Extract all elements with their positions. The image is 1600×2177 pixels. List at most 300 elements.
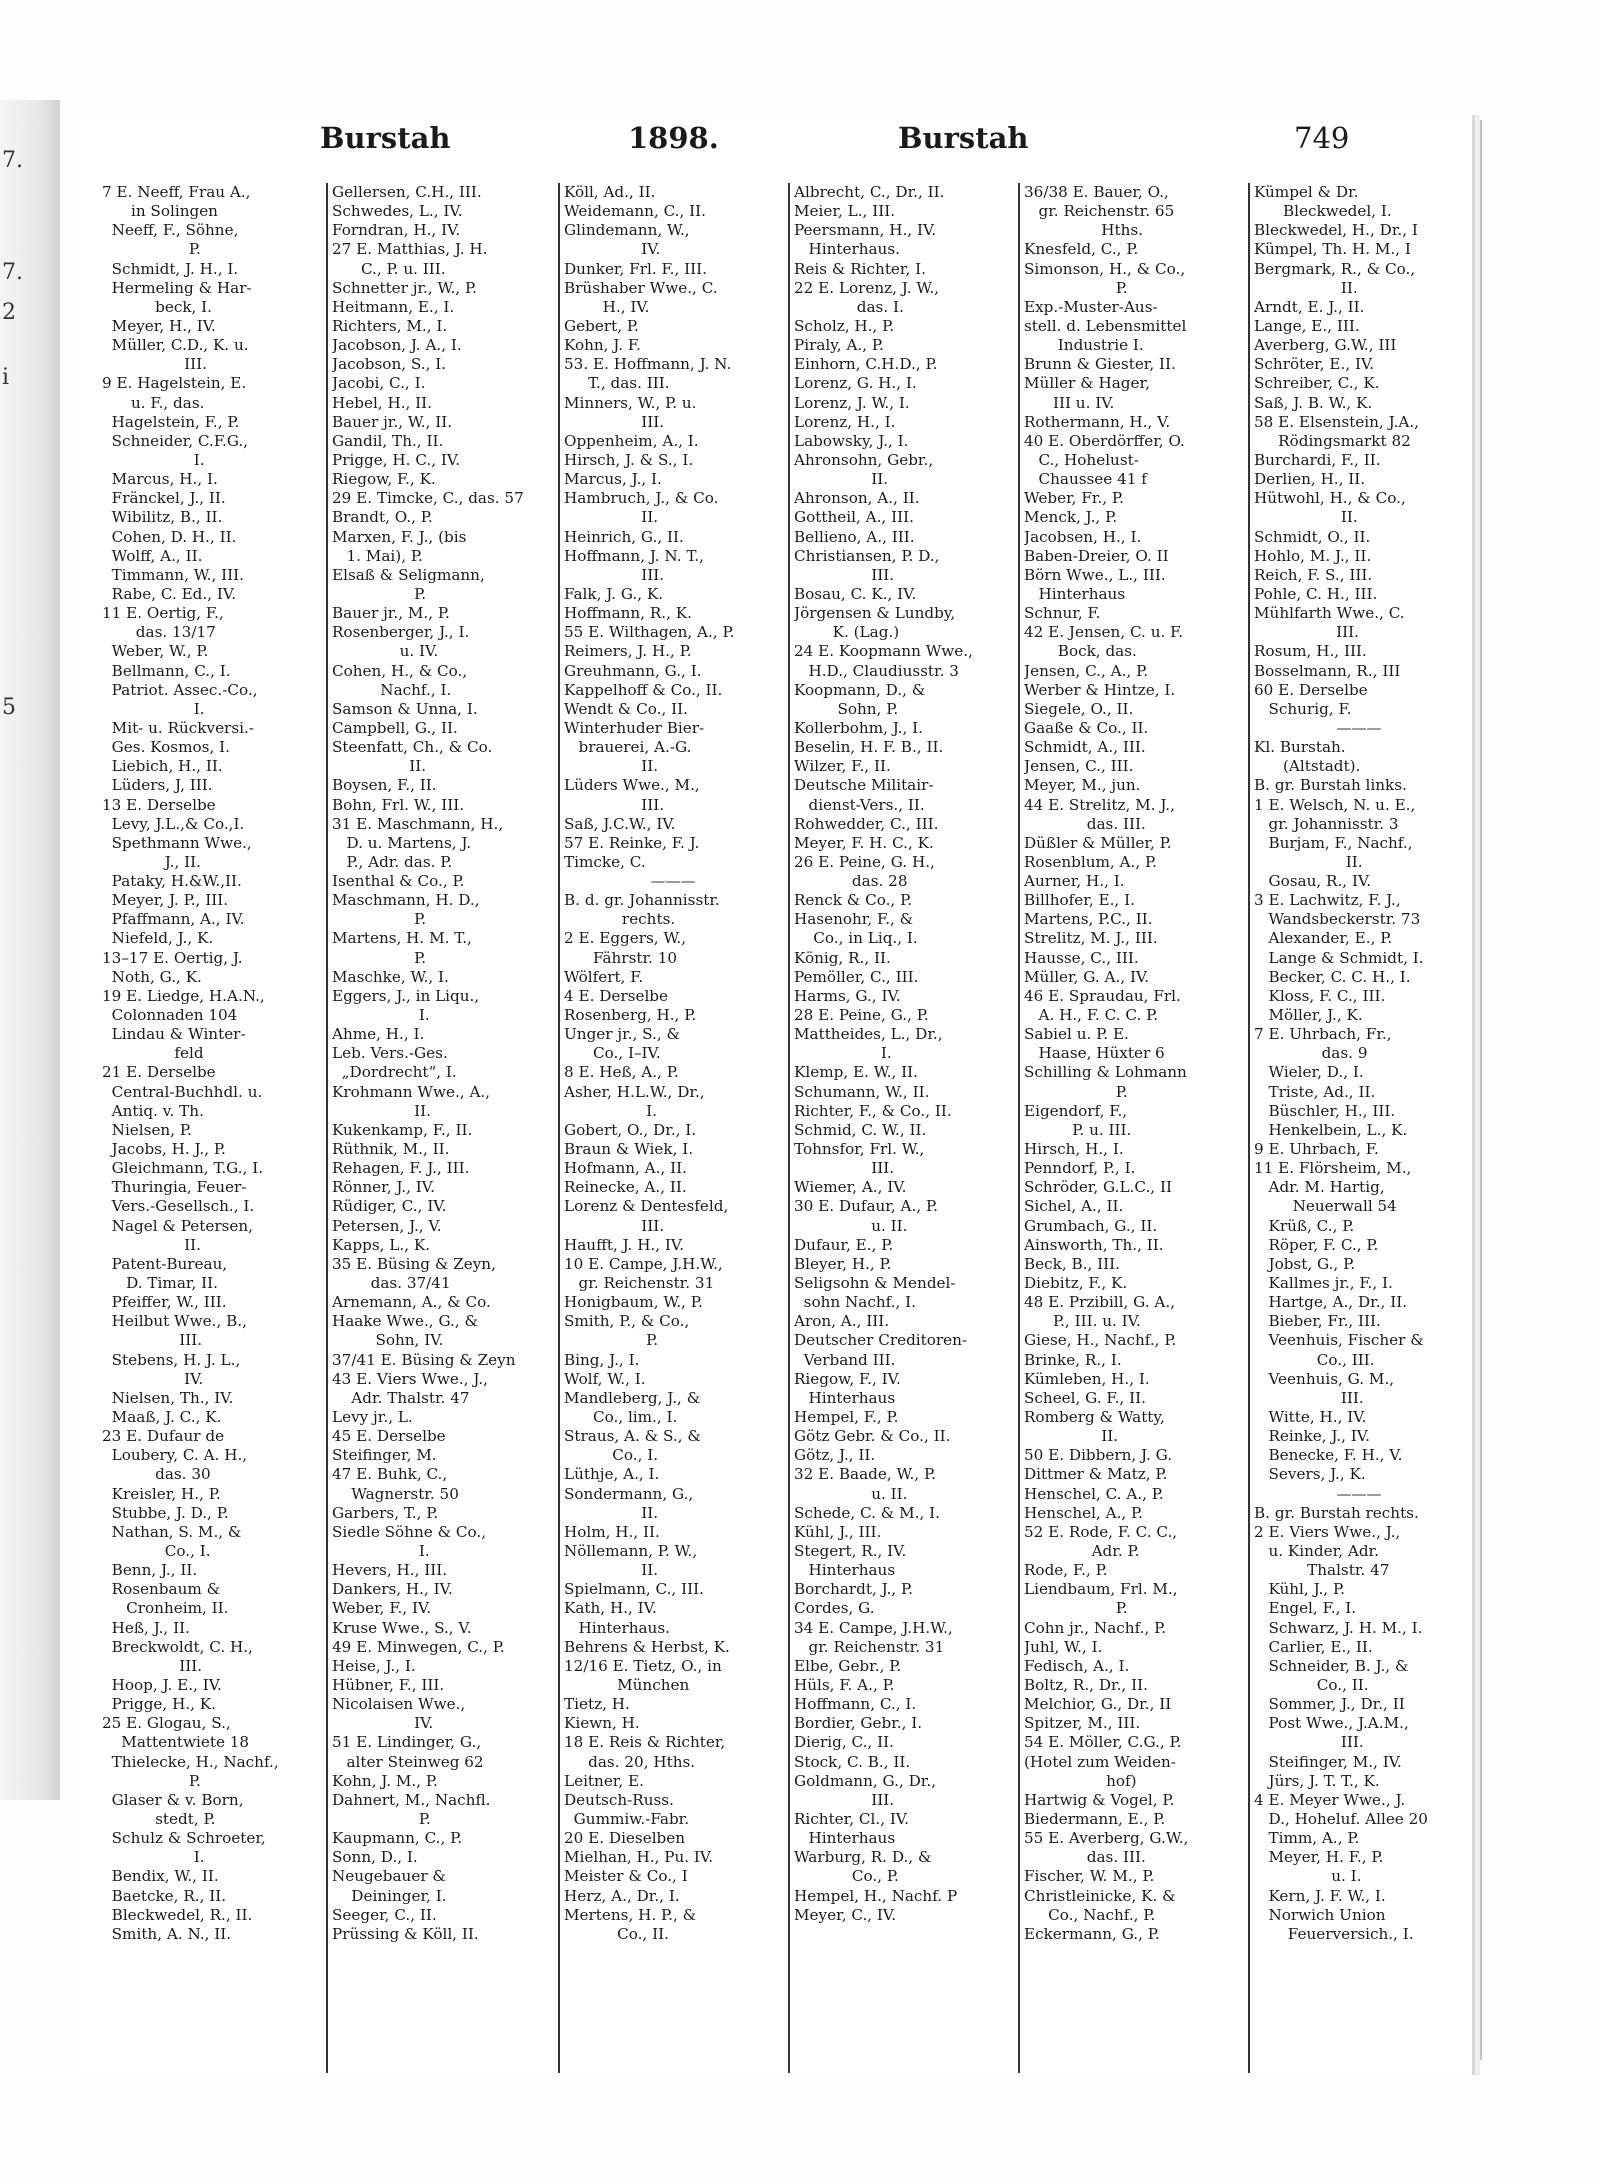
directory-entry-line: 12/16 E. Tietz, O., in <box>564 1656 722 1675</box>
directory-entry-line: 19 E. Liedge, H.A.N., <box>102 986 265 1005</box>
directory-entry-line: Tietz, H. <box>564 1695 630 1714</box>
directory-entry-line: 50 E. Dibbern, J. G. <box>1024 1446 1173 1465</box>
directory-entry-line: Elbe, Gebr., P. <box>794 1656 902 1675</box>
column-4 <box>794 183 1012 2083</box>
directory-entry-line: Oppenheim, A., I. <box>564 431 699 450</box>
directory-entry-line: Winterhuder Bier- <box>564 718 705 737</box>
directory-entry-line: Patriot. Assec.-Co., <box>102 680 258 699</box>
directory-entry-line: 24 E. Koopmann Wwe., <box>794 642 973 661</box>
directory-entry-line: Kohn, J. F. <box>564 336 641 355</box>
directory-entry-line: P. <box>1024 278 1128 297</box>
directory-entry-line: Gosau, R., IV. <box>1254 872 1372 891</box>
directory-entry-line: Diebitz, F., K. <box>1024 1274 1128 1293</box>
directory-entry-line: 49 E. Minwegen, C., P. <box>332 1637 505 1656</box>
directory-entry-line: Arndt, E. J., II. <box>1254 297 1365 316</box>
directory-entry-line: Neuerwall 54 <box>1254 1197 1397 1216</box>
directory-entry-line: III. <box>1254 623 1359 642</box>
directory-entry-line: 30 E. Dufaur, A., P. <box>794 1197 938 1216</box>
directory-entry-line: Ahronsohn, Gebr., <box>794 450 934 469</box>
directory-entry-line: Exp.-Muster-Aus- <box>1024 297 1158 316</box>
directory-entry-line: Biedermann, E., P. <box>1024 1809 1166 1828</box>
directory-entry-line: P. <box>332 910 427 929</box>
directory-entry-line: Dittmer & Matz, P. <box>1024 1465 1168 1484</box>
directory-entry-line: Smith, P., & Co., <box>564 1312 690 1331</box>
directory-entry-line: Meyer, H., IV. <box>102 316 216 335</box>
directory-entry-line: Bauer jr., M., P. <box>332 604 450 623</box>
directory-entry-line: Kollerbohm, J., I. <box>794 718 923 737</box>
directory-entry-line: Melchior, G., Dr., II <box>1024 1695 1172 1714</box>
directory-entry-line: Goldmann, G., Dr., <box>794 1771 937 1790</box>
directory-entry-line: beck, I. <box>102 297 213 316</box>
directory-entry-line: Cohn jr., Nachf., P. <box>1024 1618 1167 1637</box>
directory-entry-line: Hirsch, H., I. <box>1024 1140 1124 1159</box>
directory-entry-line: Bleyer, H., P. <box>794 1254 892 1273</box>
directory-entry-line: Hartwig & Vogel, P. <box>1024 1790 1175 1809</box>
directory-entry-line: Hermeling & Har- <box>102 278 252 297</box>
directory-entry-line: Burchardi, F., II. <box>1254 450 1381 469</box>
directory-entry-line: Heß, J., II. <box>102 1618 190 1637</box>
directory-entry-line: das. 20, Hths. <box>564 1752 696 1771</box>
directory-entry-line: Röper, F. C., P. <box>1254 1235 1379 1254</box>
directory-entry-line: III. <box>794 565 895 584</box>
directory-entry-line: Rönner, J., IV. <box>332 1178 435 1197</box>
directory-entry-line: Schreiber, C., K. <box>1254 374 1380 393</box>
directory-entry-line: Hoop, J. E., IV. <box>102 1675 222 1694</box>
directory-entry-line: Kapps, L., K. <box>332 1235 431 1254</box>
directory-entry-line: Sabiel u. P. E. <box>1024 1025 1129 1044</box>
directory-entry-line: Kühl, J., III. <box>794 1522 882 1541</box>
directory-entry-line: Meier, L., III. <box>794 202 896 221</box>
directory-entry-line: Bordier, Gebr., I. <box>794 1714 923 1733</box>
directory-entry-line: Hartge, A., Dr., II. <box>1254 1293 1408 1312</box>
directory-entry-line: IV. <box>564 240 661 259</box>
directory-entry-line: 45 E. Derselbe <box>332 1427 446 1446</box>
directory-entry-line: 10 E. Campe, J.H.W., <box>564 1254 723 1273</box>
directory-entry-line: Wagnerstr. 50 <box>332 1484 459 1503</box>
directory-entry-line: III. <box>564 1216 665 1235</box>
directory-entry-line: III. <box>102 355 207 374</box>
directory-entry-line: Hirsch, J. & S., I. <box>564 450 694 469</box>
directory-entry-line: Hinterhaus <box>794 1388 896 1407</box>
directory-entry-line: T., das. III. <box>564 374 670 393</box>
directory-entry-line: Liebich, H., II. <box>102 757 223 776</box>
directory-entry-line: Eigendorf, F., <box>1024 1101 1128 1120</box>
directory-entry-line: Mielhan, H., Pu. IV. <box>564 1848 714 1867</box>
directory-entry-line: 23 E. Dufaur de <box>102 1427 225 1446</box>
directory-entry-line: Hausse, C., III. <box>1024 948 1139 967</box>
directory-entry-line: B. gr. Burstah links. <box>1254 776 1407 795</box>
directory-entry-line: Boysen, F., II. <box>332 776 437 795</box>
directory-entry-line: II. <box>332 757 427 776</box>
column-divider <box>788 183 790 2073</box>
directory-entry-line: Krüß, C., P. <box>1254 1216 1355 1235</box>
directory-entry-line: Arnemann, A., & Co. <box>332 1293 491 1312</box>
directory-entry-line: 8 E. Heß, A., P. <box>564 1063 679 1082</box>
directory-entry-line: III. <box>102 1331 203 1350</box>
directory-entry-line: brauerei, A.-G. <box>564 738 692 757</box>
directory-entry-line: Baetcke, R., II. <box>102 1886 227 1905</box>
directory-entry-line: Leb. Vers.-Ges. <box>332 1044 448 1063</box>
directory-entry-line: Smith, A. N., II. <box>102 1924 232 1943</box>
directory-entry-line: Meyer, F. H. C., K. <box>794 833 934 852</box>
directory-entry-line: Spielmann, C., III. <box>564 1580 704 1599</box>
directory-entry-line: Noth, G., K. <box>102 967 202 986</box>
directory-entry-line: das. 9 <box>1254 1044 1368 1063</box>
directory-entry-line: B. gr. Burstah rechts. <box>1254 1503 1419 1522</box>
directory-entry-line: Götz, J., II. <box>794 1446 876 1465</box>
directory-entry-line: Lorenz, H., I. <box>794 412 896 431</box>
directory-entry-line: Mandleberg, J., & <box>564 1388 701 1407</box>
directory-entry-line: gr. Reichenstr. 31 <box>564 1274 715 1293</box>
directory-entry-line: Bendix, W., II. <box>102 1867 219 1886</box>
directory-entry-line: Elsaß & Seligmann, <box>332 565 485 584</box>
directory-entry-line: Veenhuis, G. M., <box>1254 1369 1395 1388</box>
directory-page <box>80 115 1472 2075</box>
directory-entry-line: Schnur, F. <box>1024 604 1101 623</box>
directory-entry-line: Weber, Fr., P. <box>1024 489 1124 508</box>
directory-entry-line: Hths. <box>1024 221 1143 240</box>
directory-entry-line: Lorenz, G. H., I. <box>794 374 917 393</box>
directory-entry-line: Nicolaisen Wwe., <box>332 1695 466 1714</box>
column-divider <box>558 183 560 2073</box>
directory-entry-line: P., III. u. IV. <box>1024 1312 1141 1331</box>
directory-entry-line: Müller, C.D., K. u. <box>102 336 249 355</box>
directory-entry-line: Schröter, E., IV. <box>1254 355 1375 374</box>
column-divider <box>1018 183 1020 2073</box>
directory-entry-line: Scholz, H., P. <box>794 316 895 335</box>
directory-entry-line: II. <box>102 1235 201 1254</box>
directory-entry-line: Gellersen, C.H., III. <box>332 183 482 201</box>
directory-entry-line: III. <box>102 1656 203 1675</box>
directory-entry-line: Nachf., I. <box>332 680 452 699</box>
directory-entry-line: Honigbaum, W., P. <box>564 1293 703 1312</box>
directory-entry-line: P. <box>1024 1082 1128 1101</box>
directory-entry-line: Hoffmann, J. N. T., <box>564 546 704 565</box>
prev-page-fragment: 7. <box>2 148 23 173</box>
directory-entry-line: I. <box>564 1101 657 1120</box>
directory-entry-line: Deininger, I. <box>332 1886 447 1905</box>
directory-entry-line: Jacobson, J. A., I. <box>332 336 462 355</box>
directory-entry-line: P. <box>332 584 427 603</box>
column-3 <box>564 183 782 2083</box>
directory-entry-line: Deutscher Creditoren- <box>794 1331 968 1350</box>
directory-entry-line: gr. Reichenstr. 65 <box>1024 202 1175 221</box>
directory-entry-line: Bellmann, C., I. <box>102 661 231 680</box>
directory-entry-line: III. <box>564 565 665 584</box>
directory-entry-line: Martens, H. M. T., <box>332 929 472 948</box>
directory-entry-line: Adr. Thalstr. 47 <box>332 1388 470 1407</box>
directory-entry-line: Co., lim., I. <box>564 1408 678 1426</box>
directory-entry-line: das. 13/17 <box>102 623 216 642</box>
directory-entry-line: Garbers, T., P. <box>332 1503 439 1522</box>
directory-entry-line: 2 E. Eggers, W., <box>564 929 687 948</box>
directory-entry-line: Bock, das. <box>1024 642 1137 661</box>
directory-entry-line: Möller, J., K. <box>1254 1006 1363 1025</box>
directory-entry-line: Post Wwe., J.A.M., <box>1254 1714 1409 1733</box>
directory-entry-line: Wolf, W., I. <box>564 1369 646 1388</box>
directory-entry-line: Co., P. <box>794 1867 899 1886</box>
directory-entry-line: Timm, A., P. <box>1254 1829 1360 1848</box>
directory-entry-line: Hambruch, J., & Co. <box>564 489 719 508</box>
column-divider <box>1248 183 1250 2073</box>
directory-entry-line: 57 E. Reinke, F. J. <box>564 833 700 852</box>
directory-entry-line: 4 E. Derselbe <box>564 986 669 1005</box>
directory-entry-line: Asher, H.L.W., Dr., <box>564 1082 705 1101</box>
directory-entry-line: Pohle, C. H., III. <box>1254 584 1378 603</box>
directory-entry-line: Weber, F., IV. <box>332 1599 432 1618</box>
directory-entry-line: Schmidt, A., III. <box>1024 738 1146 757</box>
directory-entry-line: Schmidt, O., II. <box>1254 527 1371 546</box>
directory-entry-line: 20 E. Dieselben <box>564 1829 686 1848</box>
directory-entry-line: u. IV. <box>332 642 439 661</box>
directory-entry-line: III. <box>1254 1733 1364 1752</box>
directory-entry-line: (Altstadt). <box>1254 757 1361 776</box>
directory-entry-line: I. <box>332 1541 430 1560</box>
directory-entry-line: Benecke, F. H., V. <box>1254 1446 1403 1465</box>
directory-entry-line: Stegert, R., IV. <box>794 1541 907 1560</box>
directory-entry-line: Gobert, O., Dr., I. <box>564 1120 697 1139</box>
directory-entry-line: Deutsche Militair- <box>794 776 934 795</box>
directory-entry-line: Nielsen, Th., IV. <box>102 1388 234 1407</box>
directory-entry-line: Juhl, W., I. <box>1024 1637 1103 1656</box>
directory-entry-line: Loubery, C. A. H., <box>102 1446 248 1465</box>
directory-entry-line: Spethmann Wwe., <box>102 833 252 852</box>
directory-entry-line: Petersen, J., V. <box>332 1216 442 1235</box>
directory-entry-line: Hebel, H., II. <box>332 393 433 412</box>
directory-entry-line: Schneider, C.F.G., <box>102 431 249 450</box>
directory-entry-line: Marcus, H., I. <box>102 470 218 489</box>
directory-entry-line: Schmid, C. W., II. <box>794 1120 927 1139</box>
directory-entry-line: Liendbaum, Frl. M., <box>1024 1580 1178 1599</box>
directory-entry-line: 4 E. Meyer Wwe., J. <box>1254 1790 1406 1809</box>
directory-entry-line: Peersmann, H., IV. <box>794 221 937 240</box>
directory-entry-line: Maschmann, H. D., <box>332 891 480 910</box>
directory-entry-line: Cohen, H., & Co., <box>332 661 468 680</box>
directory-entry-line: Köll, Ad., II. <box>564 183 656 201</box>
directory-entry-line: Feuerversich., I. <box>1254 1924 1414 1943</box>
directory-entry-line: Kreisler, H., P. <box>102 1484 221 1503</box>
directory-entry-line: Samson & Unna, I. <box>332 699 478 718</box>
directory-entry-line: Kiewn, H. <box>564 1714 640 1733</box>
directory-entry-line: III. <box>794 1159 895 1178</box>
directory-entry-line: Witte, H., IV. <box>1254 1408 1367 1426</box>
directory-entry-line: Rosenberger, J., I. <box>332 623 470 642</box>
directory-entry-line: Klemp, E. W., II. <box>794 1063 918 1082</box>
directory-entry-line: Lange, E., III. <box>1254 316 1360 335</box>
directory-entry-line: Hütwohl, H., & Co., <box>1254 489 1406 508</box>
directory-entry-line: Marcus, J., I. <box>564 470 662 489</box>
directory-entry-line: hof) <box>1024 1771 1137 1790</box>
directory-entry-line: Hoffmann, R., K. <box>564 604 692 623</box>
directory-entry-line: Bleckwedel, H., Dr., I <box>1254 221 1418 240</box>
directory-entry-line: 54 E. Möller, C.G., P. <box>1024 1733 1182 1752</box>
directory-entry-line: Hübner, F., III. <box>332 1675 445 1694</box>
directory-entry-line: Rüthnik, M., II. <box>332 1140 450 1159</box>
directory-entry-line: Veenhuis, Fischer & <box>1254 1331 1424 1350</box>
directory-entry-line: Gleichmann, T.G., I. <box>102 1159 264 1178</box>
directory-entry-line: Jörgensen & Lundby, <box>794 604 956 623</box>
directory-entry-line: Steenfatt, Ch., & Co. <box>332 738 493 757</box>
directory-entry-line: Dufaur, E., P. <box>794 1235 894 1254</box>
directory-entry-line: Lindau & Winter- <box>102 1025 246 1044</box>
directory-entry-line: Averberg, G.W., III <box>1254 336 1397 355</box>
directory-entry-line: Giese, H., Nachf., P. <box>1024 1331 1177 1350</box>
directory-entry-line: Werber & Hintze, I. <box>1024 680 1176 699</box>
header-left-title: Burstah <box>320 121 451 155</box>
directory-entry-line: 51 E. Lindinger, G., <box>332 1733 482 1752</box>
directory-entry-line: Schulz & Schroeter, <box>102 1829 266 1848</box>
directory-entry-line: Hinterhaus <box>794 1829 896 1848</box>
directory-entry-line: Haufft, J. H., IV. <box>564 1235 685 1254</box>
directory-entry-line: Hohlo, M. J., II. <box>1254 546 1372 565</box>
directory-entry-line: Nagel & Petersen, <box>102 1216 254 1235</box>
directory-entry-line: 29 E. Timcke, C., das. 57 <box>332 489 524 508</box>
directory-entry-line: Thielecke, H., Nachf., <box>102 1752 279 1771</box>
directory-entry-line: Jensen, C., III. <box>1024 757 1134 776</box>
directory-entry-line: Menck, J., P. <box>1024 508 1118 527</box>
directory-entry-line: II. <box>564 508 659 527</box>
directory-entry-line: Meister & Co., I <box>564 1867 688 1886</box>
directory-entry-line: 28 E. Peine, G., P. <box>794 1006 929 1025</box>
directory-entry-line: das. 37/41 <box>332 1274 451 1293</box>
directory-entry-line: Martens, P.C., II. <box>1024 910 1153 929</box>
page-header <box>260 115 1440 181</box>
directory-entry-line: Bieber, Fr., III. <box>1254 1312 1381 1331</box>
directory-entry-line: Wandsbeckerstr. 73 <box>1254 910 1421 929</box>
directory-entry-line: Borchardt, J., P. <box>794 1580 914 1599</box>
directory-entry-line: Chaussee 41 f <box>1024 470 1147 489</box>
directory-entry-line: Schumann, W., II. <box>794 1082 930 1101</box>
directory-entry-line: München <box>564 1675 690 1694</box>
directory-entry-line: Prigge, H., K. <box>102 1695 216 1714</box>
directory-entry-line: Ainsworth, Th., II. <box>1024 1235 1164 1254</box>
directory-entry-line: C., P. u. III. <box>332 259 446 278</box>
column-1 <box>102 183 320 2083</box>
directory-entry-line: Saß, J. B. W., K. <box>1254 393 1373 412</box>
directory-entry-line: Falk, J. G., K. <box>564 584 664 603</box>
directory-entry-line: Hinterhaus <box>794 1561 896 1580</box>
directory-entry-line: Fedisch, A., I. <box>1024 1656 1130 1675</box>
directory-entry-line: 3 E. Lachwitz, F. J., <box>1254 891 1401 910</box>
directory-entry-line: Rode, F., P. <box>1024 1561 1108 1580</box>
directory-entry-line: Co., I–IV. <box>564 1044 661 1063</box>
directory-entry-line: Kruse Wwe., S., V. <box>332 1618 472 1637</box>
directory-entry-line: Antiq. v. Th. <box>102 1101 204 1120</box>
directory-entry-line: Wölfert, F. <box>564 967 644 986</box>
directory-entry-line: IV. <box>332 1714 434 1733</box>
directory-entry-line: Hevers, H., III. <box>332 1561 448 1580</box>
directory-entry-line: Meyer, C., IV. <box>794 1905 897 1924</box>
directory-entry-line: II. <box>1254 852 1363 871</box>
directory-entry-line: Romberg & Watty, <box>1024 1408 1165 1426</box>
directory-entry-line: Wilzer, F., II. <box>794 757 891 776</box>
directory-entry-line: Schröder, G.L.C., II <box>1024 1178 1172 1197</box>
directory-entry-line: Eckermann, G., P. <box>1024 1924 1160 1943</box>
directory-entry-line: Büschler, H., III. <box>1254 1101 1396 1120</box>
directory-entry-line: feld <box>102 1044 204 1063</box>
directory-entry-line: Burjam, F., Nachf., <box>1254 833 1413 852</box>
directory-entry-line: Thalstr. 47 <box>1254 1561 1390 1580</box>
directory-entry-line: Schilling & Lohmann <box>1024 1063 1187 1082</box>
directory-entry-line: P. <box>1024 1599 1128 1618</box>
directory-entry-line: 35 E. Büsing & Zeyn, <box>332 1254 496 1273</box>
directory-entry-line: Mühlfarth Wwe., C. <box>1254 604 1405 623</box>
directory-entry-line: Müller & Hager, <box>1024 374 1150 393</box>
directory-entry-line: Aurner, H., I. <box>1024 872 1125 891</box>
directory-entry-line: Behrens & Herbst, K. <box>564 1637 730 1656</box>
directory-entry-line: Reimers, J. H., P. <box>564 642 692 661</box>
directory-entry-line: Hasenohr, F., & <box>794 910 914 929</box>
directory-entry-line: 25 E. Glogau, S., <box>102 1714 231 1733</box>
directory-entry-line: 11 E. Oertig, F., <box>102 604 224 623</box>
directory-entry-line: Prüssing & Köll, II. <box>332 1924 479 1943</box>
directory-entry-line: Heinrich, G., II. <box>564 527 684 546</box>
directory-entry-line: 42 E. Jensen, C. u. F. <box>1024 623 1184 642</box>
directory-entry-line: II. <box>564 1561 659 1580</box>
directory-entry-line: Kath, H., IV. <box>564 1599 657 1618</box>
directory-entry-line: Kohn, J. M., P. <box>332 1771 438 1790</box>
directory-entry-line: Billhofer, E., I. <box>1024 891 1135 910</box>
directory-entry-line: K. (Lag.) <box>794 623 900 642</box>
directory-entry-line: Heilbut Wwe., B., <box>102 1312 247 1331</box>
directory-entry-line: Rabe, C. Ed., IV. <box>102 584 237 603</box>
directory-entry-line: 18 E. Reis & Richter, <box>564 1733 726 1752</box>
directory-entry-line: Düßler & Müller, P. <box>1024 833 1172 852</box>
directory-entry-line: Pataky, H.&W.,II. <box>102 872 242 891</box>
directory-entry-line: Siegele, O., II. <box>1024 699 1134 718</box>
directory-entry-line: Breckwoldt, C. H., <box>102 1637 253 1656</box>
directory-entry-line: IV. <box>102 1369 204 1388</box>
directory-entry-line: Bing, J., I. <box>564 1350 640 1369</box>
directory-entry-line: Wolff, A., II. <box>102 546 203 565</box>
directory-entry-line: Müller, G. A., IV. <box>1024 967 1150 986</box>
directory-entry-line: u. I. <box>1254 1867 1362 1886</box>
directory-entry-line: Dankers, H., IV. <box>332 1580 453 1599</box>
directory-entry-line: Gottheil, A., III. <box>794 508 914 527</box>
directory-entry-line: 31 E. Maschmann, H., <box>332 814 504 833</box>
directory-entry-line: Brandt, O., P. <box>332 508 433 527</box>
directory-entry-line: Henschel, A., P. <box>1024 1503 1144 1522</box>
directory-entry-line: J., II. <box>102 852 201 871</box>
directory-entry-line: Co., I. <box>102 1541 211 1560</box>
directory-entry-line: Fränckel, J., II. <box>102 489 226 508</box>
directory-entry-line: Hinterhaus <box>1024 584 1126 603</box>
directory-entry-line: Herz, A., Dr., I. <box>564 1886 680 1905</box>
directory-entry-line: I. <box>102 450 205 469</box>
directory-entry-line: Stebens, H. J. L., <box>102 1350 241 1369</box>
directory-entry-line: Gandil, Th., II. <box>332 431 444 450</box>
directory-entry-line: Mertens, H. P., & <box>564 1905 697 1924</box>
directory-entry-line: Lorenz & Dentesfeld, <box>564 1197 729 1216</box>
directory-entry-line: Maschke, W., I. <box>332 967 449 986</box>
directory-entry-line: Pfeiffer, W., III. <box>102 1293 227 1312</box>
directory-entry-line: Kümpel, Th. H. M., I <box>1254 240 1411 259</box>
directory-entry-line: 40 E. Oberdörffer, O. <box>1024 431 1185 450</box>
directory-entry-line: Richter, Cl., IV. <box>794 1809 910 1828</box>
directory-entry-line: Ges. Kosmos, I. <box>102 738 230 757</box>
directory-entry-line: Schnetter jr., W., P. <box>332 278 477 297</box>
directory-entry-line: I. <box>102 699 205 718</box>
directory-entry-line: Kümleben, H., I. <box>1024 1369 1150 1388</box>
directory-entry-line: Kaupmann, C., P. <box>332 1829 463 1848</box>
directory-entry-line: Sichel, A., II. <box>1024 1197 1124 1216</box>
directory-entry-line: Co., III. <box>1254 1350 1375 1369</box>
directory-entry-line: Schwedes, L., IV. <box>332 202 463 221</box>
directory-entry-line: 52 E. Rode, F. C. C., <box>1024 1522 1178 1541</box>
section-divider: ——— <box>1336 1484 1382 1503</box>
directory-entry-line: Kümpel & Dr. <box>1254 183 1359 201</box>
directory-entry-line: P., Adr. das. P. <box>332 852 453 871</box>
